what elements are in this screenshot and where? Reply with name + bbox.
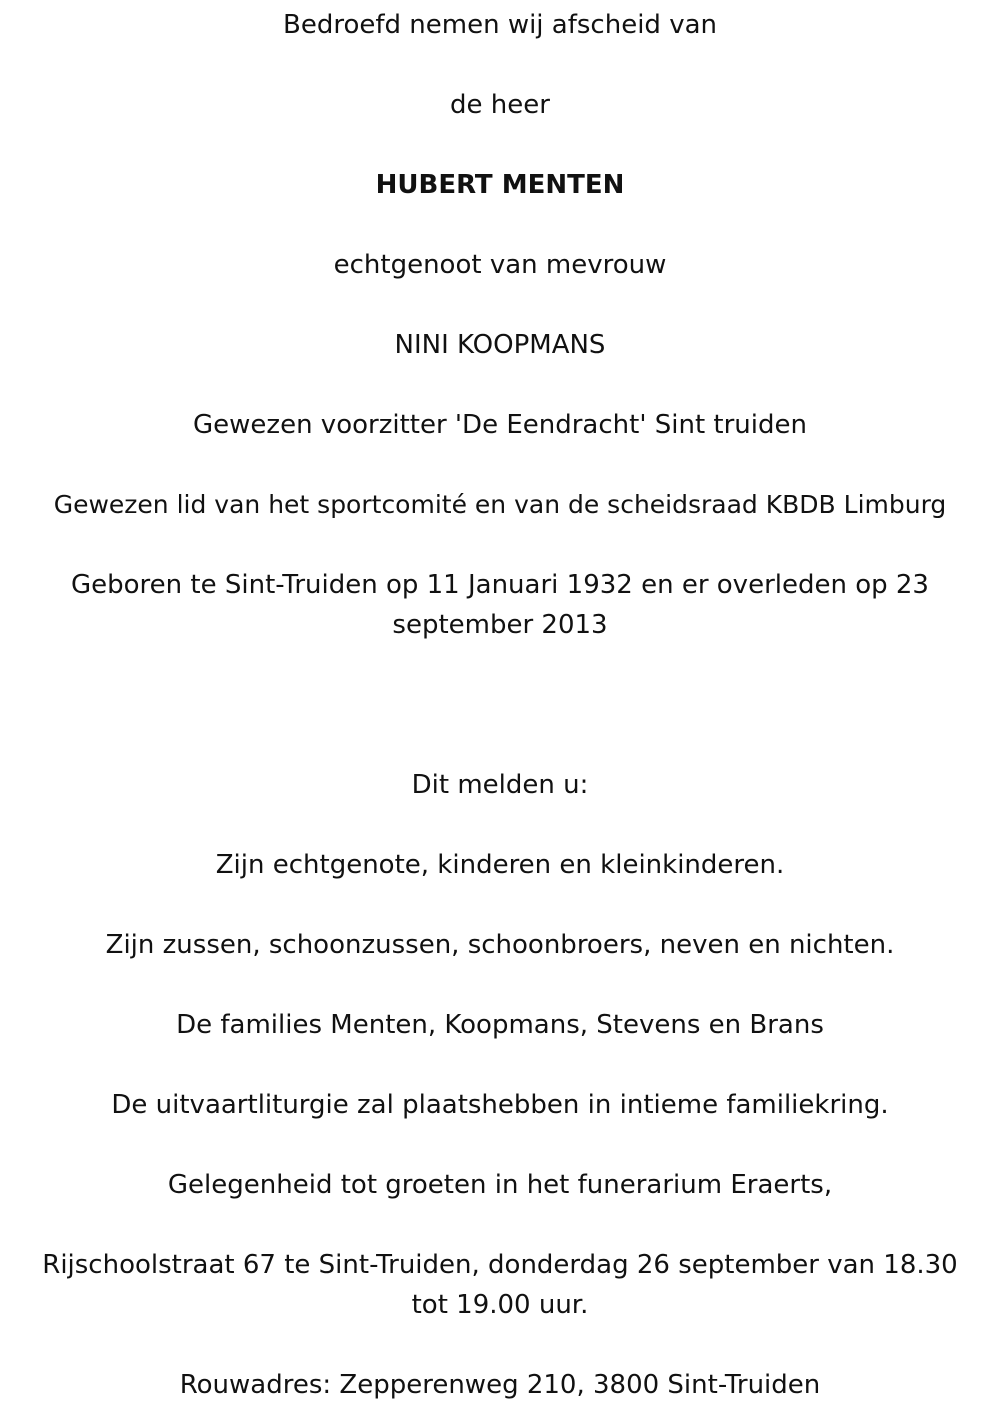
liturgy-text: De uitvaartliturgie zal plaatshebben in intieme familiekring. <box>111 1090 889 1120</box>
viewing-intro-text: Gelegenheid tot groeten in het funerarium Eraerts, <box>167 1170 833 1200</box>
role-line-2: Gewezen lid van het sportcomité en van de scheidsraad KBDB Limburg <box>53 490 947 519</box>
mourning-address: Rouwadres: Zepperenweg 210, 3800 Sint-Truiden <box>179 1370 821 1400</box>
family-line-1: Zijn echtgenote, kinderen en kleinkinderen. <box>215 850 785 880</box>
spouse-intro-text: echtgenoot van mevrouw <box>333 250 667 280</box>
family-line-2: Zijn zussen, schoonzussen, schoonbroers, neven en nichten. <box>105 930 895 960</box>
salutation-text: de heer <box>450 90 550 120</box>
family-line-3: De families Menten, Koopmans, Stevens en Brans <box>176 1010 824 1040</box>
deceased-name: HUBERT MENTEN <box>375 170 625 200</box>
spouse-name: NINI KOOPMANS <box>394 330 606 360</box>
birth-death-text: Geboren te Sint-Truiden op 11 Januari 1932 en er overleden op 23 september 2013 <box>71 570 929 640</box>
intro-text: Bedroefd nemen wij afscheid van <box>283 10 717 40</box>
announced-by-text: Dit melden u: <box>411 770 589 800</box>
role-line-1: Gewezen voorzitter 'De Eendracht' Sint truiden <box>193 410 807 440</box>
viewing-details-text: Rijschoolstraat 67 te Sint-Truiden, donderdag 26 september van 18.30 tot 19.00 uur. <box>42 1250 958 1320</box>
